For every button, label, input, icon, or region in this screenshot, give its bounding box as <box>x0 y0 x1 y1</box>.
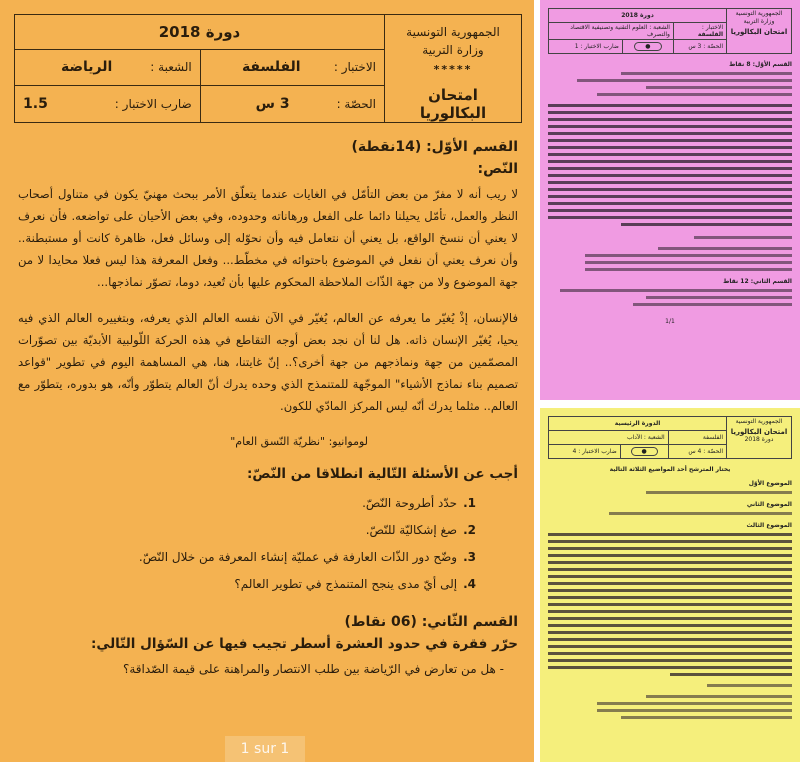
text-line <box>548 540 792 543</box>
text-line <box>548 167 792 170</box>
text-line <box>621 72 792 75</box>
text-line <box>707 684 792 687</box>
exam-body <box>14 139 522 676</box>
text-line <box>548 596 792 599</box>
yellow-duration: الحصّة : 4 س <box>668 445 726 459</box>
pink-republic: الجمهورية التونسية <box>735 10 783 17</box>
text-line <box>548 160 792 163</box>
text-line <box>548 132 792 135</box>
text-line <box>694 236 792 239</box>
part1-title: القسم الأوّل: (14نقطة) <box>351 139 518 155</box>
text-line <box>585 254 792 257</box>
text-line <box>548 631 792 634</box>
text-line <box>585 268 792 271</box>
text-paragraph-1: لا ريب أنه لا مفرّ من بعض التأمّل في الغايات عندما يتعلّق الأمر ببحث مهنيّ يكون في متناول أصحاب النظر والعمل، تأمّل يحيلنا دائما على الفعل ورهاناته وحدوده، وفي بعض الأحيان على تواضعه. فأن نعرف لا يعني أن ننسخ الواقع، بل يعني أن نتعامل فيه وأن نحوّله إلى وسائل فعل، ظاهرة كانت أو مستبطنة.. وأن نعرف يعني أن نفعل في الموضوع باحتوائه في مخطّط... وفعل المعرفة هذا ليس فعلا محايدا لا من جهة الموضوع ولا من جهة الذّات الملاحظة المحكوم عليها بأن تُعيد، دوما، تصوّر نماذجها... <box>18 187 518 289</box>
question-number: 3. <box>463 550 476 564</box>
part2-title: القسم الثّاني: (06 نقاط) <box>344 614 518 630</box>
republic-label: الجمهورية التونسية <box>406 25 500 39</box>
text-line <box>548 554 792 557</box>
yellow-oval: ● <box>631 447 658 456</box>
session-title: دورة 2018 <box>15 15 385 50</box>
text-line <box>548 582 792 585</box>
text-line <box>548 645 792 648</box>
question-number: 2. <box>463 523 476 537</box>
questions-list <box>18 490 518 598</box>
exam-name: امتحان البكالوريا <box>419 86 487 122</box>
text-line <box>560 289 792 292</box>
text-line <box>548 104 792 107</box>
yellow-topic2: الموضوع الثاني <box>746 501 792 508</box>
yellow-republic: الجمهورية التونسية <box>735 418 783 425</box>
exam-sheet-pink-thumbnail <box>540 0 800 400</box>
duration-cell <box>200 86 384 123</box>
text-line <box>548 209 792 212</box>
yellow-year: دورة 2018 <box>744 436 774 443</box>
text-line <box>548 659 792 662</box>
text-line <box>548 610 792 613</box>
pink-coef: ضارب الاختبار : 1 <box>549 40 623 54</box>
text-line <box>548 666 792 669</box>
part2-question: - هل من تعارض في الرّياضة بين طلب الانتصار والمراهنة على قيمة الصّداقة؟ <box>122 662 504 676</box>
subject-cell <box>200 49 384 86</box>
text-line <box>548 153 792 156</box>
text-line <box>548 603 792 606</box>
pink-subject-label: الاختبار : <box>701 24 723 31</box>
page-indicator: 1 sur 1 <box>225 736 305 762</box>
text-line <box>548 202 792 205</box>
text-line <box>658 247 792 250</box>
text-line <box>548 652 792 655</box>
text-line <box>646 695 792 698</box>
text-line <box>548 547 792 550</box>
list-item <box>18 571 476 598</box>
pink-oval: ● <box>634 42 661 51</box>
exam-header-table <box>14 14 522 123</box>
text-line <box>621 716 792 719</box>
subject-label: الاختبار : <box>333 60 376 75</box>
coef-cell <box>15 86 201 123</box>
text-line <box>548 139 792 142</box>
list-item <box>18 490 476 517</box>
pink-part2-title: القسم الثاني: 12 نقاط <box>723 278 792 285</box>
pink-header-table <box>548 8 792 54</box>
pink-ministry-block <box>727 9 792 54</box>
yellow-coef: ضارب الاختبار : 4 <box>549 445 621 459</box>
question-text: وضّح دور الذّات العارفة في عمليّة إنشاء المعرفة من خلال النّصّ. <box>138 550 458 564</box>
question-text: إلى أيّ مدى ينجح المتنمذج في تطوير العالم؟ <box>234 577 458 591</box>
yellow-ministry-block <box>727 417 792 459</box>
text-line <box>548 188 792 191</box>
list-item <box>18 517 476 544</box>
yellow-branch: الشعبة : الآداب <box>549 431 669 445</box>
text-source: لوموانيو: "نظريّة النّسق العام" <box>230 435 368 448</box>
text-line <box>577 79 792 82</box>
text-line <box>548 568 792 571</box>
pink-exam-name: امتحان البكالوريا <box>730 28 788 36</box>
yellow-topic3: الموضوع الثالث <box>746 522 792 529</box>
text-line <box>548 118 792 121</box>
ministry-block <box>385 15 522 123</box>
branch-cell <box>15 49 201 86</box>
text-line <box>597 709 792 712</box>
text-line <box>597 702 792 705</box>
pink-part1-title: القسم الأوّل: 8 نقاط <box>729 61 792 68</box>
text-line <box>548 146 792 149</box>
pink-duration: الحصّة : 3 س <box>673 40 726 54</box>
text-line <box>609 512 792 515</box>
text-line <box>548 533 792 536</box>
part2-task: حرّر فقرة في حدود العشرة أسطر تجيب فيها عن السّؤال التّالي: <box>91 636 518 652</box>
coef-value: 1.5 <box>23 96 48 113</box>
yellow-oval-cell <box>620 445 668 459</box>
text-line <box>597 93 792 96</box>
question-text: صغ إشكاليّة للنّصّ. <box>365 523 458 537</box>
list-item <box>18 544 476 571</box>
yellow-header-table <box>548 416 792 459</box>
text-line <box>548 174 792 177</box>
text-title: النّص: <box>477 161 518 177</box>
text-line <box>585 261 792 264</box>
text-line <box>621 223 792 226</box>
duration-value: 3 س <box>255 96 290 113</box>
yellow-subject: الفلسفة <box>668 431 726 445</box>
text-line <box>548 216 792 219</box>
text-line <box>548 181 792 184</box>
pink-session: دورة 2018 <box>549 9 727 23</box>
duration-label: الحصّة : <box>336 97 376 112</box>
pink-page-number: 1/1 <box>665 318 675 325</box>
pink-subject-value: الفلسفة <box>697 31 723 38</box>
text-line <box>646 491 792 494</box>
coef-label: ضارب الاختبار : <box>114 97 192 112</box>
subject-value: الفلسفة <box>241 59 301 76</box>
text-line <box>548 111 792 114</box>
question-text: حدّد أطروحة النّصّ. <box>362 496 458 510</box>
text-line <box>646 296 792 299</box>
text-paragraph-2: فالإنسان، إذْ يُغيّر ما يعرفه عن العالم، يُغيّر في الآن نفسه العالم الذي يعرفه، وبتغييره العالم الذي فيه يحيا، يُغيّر الإنسان ذاته. هل لنا أن نجد بعض أوجه التقاطع في هذه الحركة اللّولبية الأبديّة بين تصوّرات المصمّمين من جهة ونماذجهم من جهة أخرى؟.. إنّ غايتنا، هنا، هي المساهمة اليوم في تطوير "قواعد تصميم بناء نماذج الأشياء" الموجّهة للمتنمذج الذي وحده يدرك أنّ العالم يتطوّر وأنّه، هو بدوره، يتطوّر مع العالم.. مثلما يدرك أنّه ليس المركز المادّي للكون. <box>18 311 518 413</box>
pink-subject <box>673 23 726 40</box>
yellow-session: الدورة الرئيسية <box>549 417 727 431</box>
branch-value: الرياضة <box>61 59 113 76</box>
text-line <box>548 617 792 620</box>
text-line <box>646 86 792 89</box>
text-line <box>548 195 792 198</box>
text-line <box>548 589 792 592</box>
question-number: 1. <box>463 496 476 510</box>
text-line <box>670 673 792 676</box>
pink-ministry: وزارة التربية <box>743 18 775 25</box>
yellow-topic1: الموضوع الأوّل <box>748 480 792 487</box>
text-line <box>633 303 792 306</box>
text-line <box>548 125 792 128</box>
questions-heading: أجب عن الأسئلة التّالية انطلاقا من النّصّ: <box>247 466 518 482</box>
text-line <box>548 575 792 578</box>
text-line <box>548 561 792 564</box>
pink-oval-cell <box>622 40 673 54</box>
stars-decoration: ***** <box>433 63 473 76</box>
text-line <box>548 624 792 627</box>
question-number: 4. <box>463 577 476 591</box>
yellow-exam-name: امتحان البكالوريا <box>730 428 788 436</box>
exam-sheet-yellow-thumbnail <box>540 408 800 762</box>
ministry-label: وزارة التربية <box>422 43 484 57</box>
branch-label: الشعبة : <box>150 60 192 75</box>
yellow-instruction: يختار المترشح أحد المواضيع الثلاثة التالية <box>609 466 731 473</box>
text-line <box>548 638 792 641</box>
pink-branch: الشعبة : العلوم التقنية وتصنيفية الاقتصاد والتصرف <box>549 23 674 40</box>
